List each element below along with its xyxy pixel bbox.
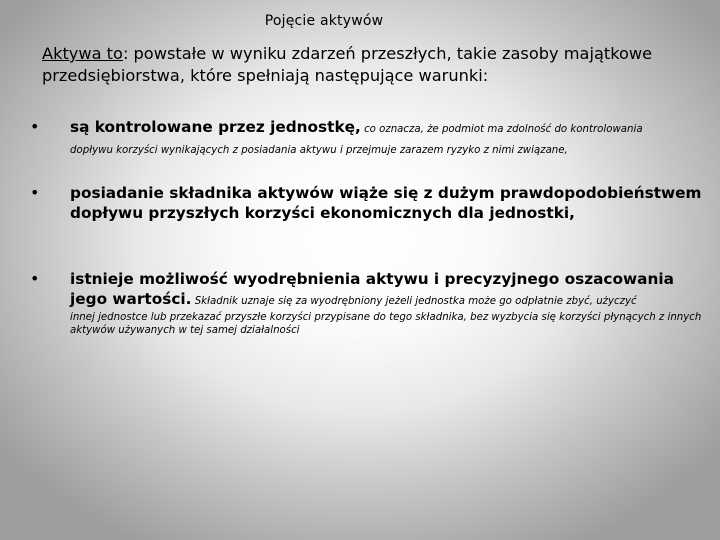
- bullet-main-text: istnieje możliwość wyodrębnienia aktywu i precyzyjnego oszacowania jego wartości.: [70, 270, 674, 308]
- bullet-note-continued: dopływu korzyści wynikających z posiadania aktywu i przejmuje zarazem ryzyko z nimi związane,: [70, 145, 568, 156]
- bullet-body: [70, 269, 702, 337]
- slide-title: Pojęcie aktywów: [264, 13, 384, 29]
- bullet-note-continued: innej jednostce lub przekazać przyszłe korzyści przypisane do tego składnika, bez wyzbycia się korzyści płynących z innych aktywów używanych w tej samej działalności: [70, 312, 702, 336]
- intro-paragraph: [42, 43, 692, 87]
- bullet-main-line: [70, 117, 702, 140]
- intro-term: Aktywa to: [42, 44, 123, 63]
- bullet-main-text: posiadanie składnika aktywów wiąże się z dużym prawdopodobieństwem dopływu przyszłych korzyści ekonomicznych dla jednostki,: [70, 184, 702, 222]
- bullet-main-line: [70, 269, 702, 312]
- bullet-note-inline: co oznacza, że podmiot ma zdolność do kontrolowania: [360, 124, 643, 135]
- bullet-marker: •: [30, 183, 40, 202]
- bullet-marker: •: [30, 117, 40, 136]
- bullet-body: [70, 117, 702, 159]
- bullet-body: [70, 183, 702, 223]
- bullet-marker: •: [30, 269, 40, 288]
- bullet-main-text: są kontrolowane przez jednostkę,: [70, 118, 361, 136]
- intro-text: : powstałe w wyniku zdarzeń przeszłych, takie zasoby majątkowe przedsiębiorstwa, które spełniają następujące warunki:: [42, 44, 653, 85]
- bullet-note-inline: Składnik uznaje się za wyodrębniony jeżeli jednostka może go odpłatnie zbyć, użyczyć: [191, 296, 637, 307]
